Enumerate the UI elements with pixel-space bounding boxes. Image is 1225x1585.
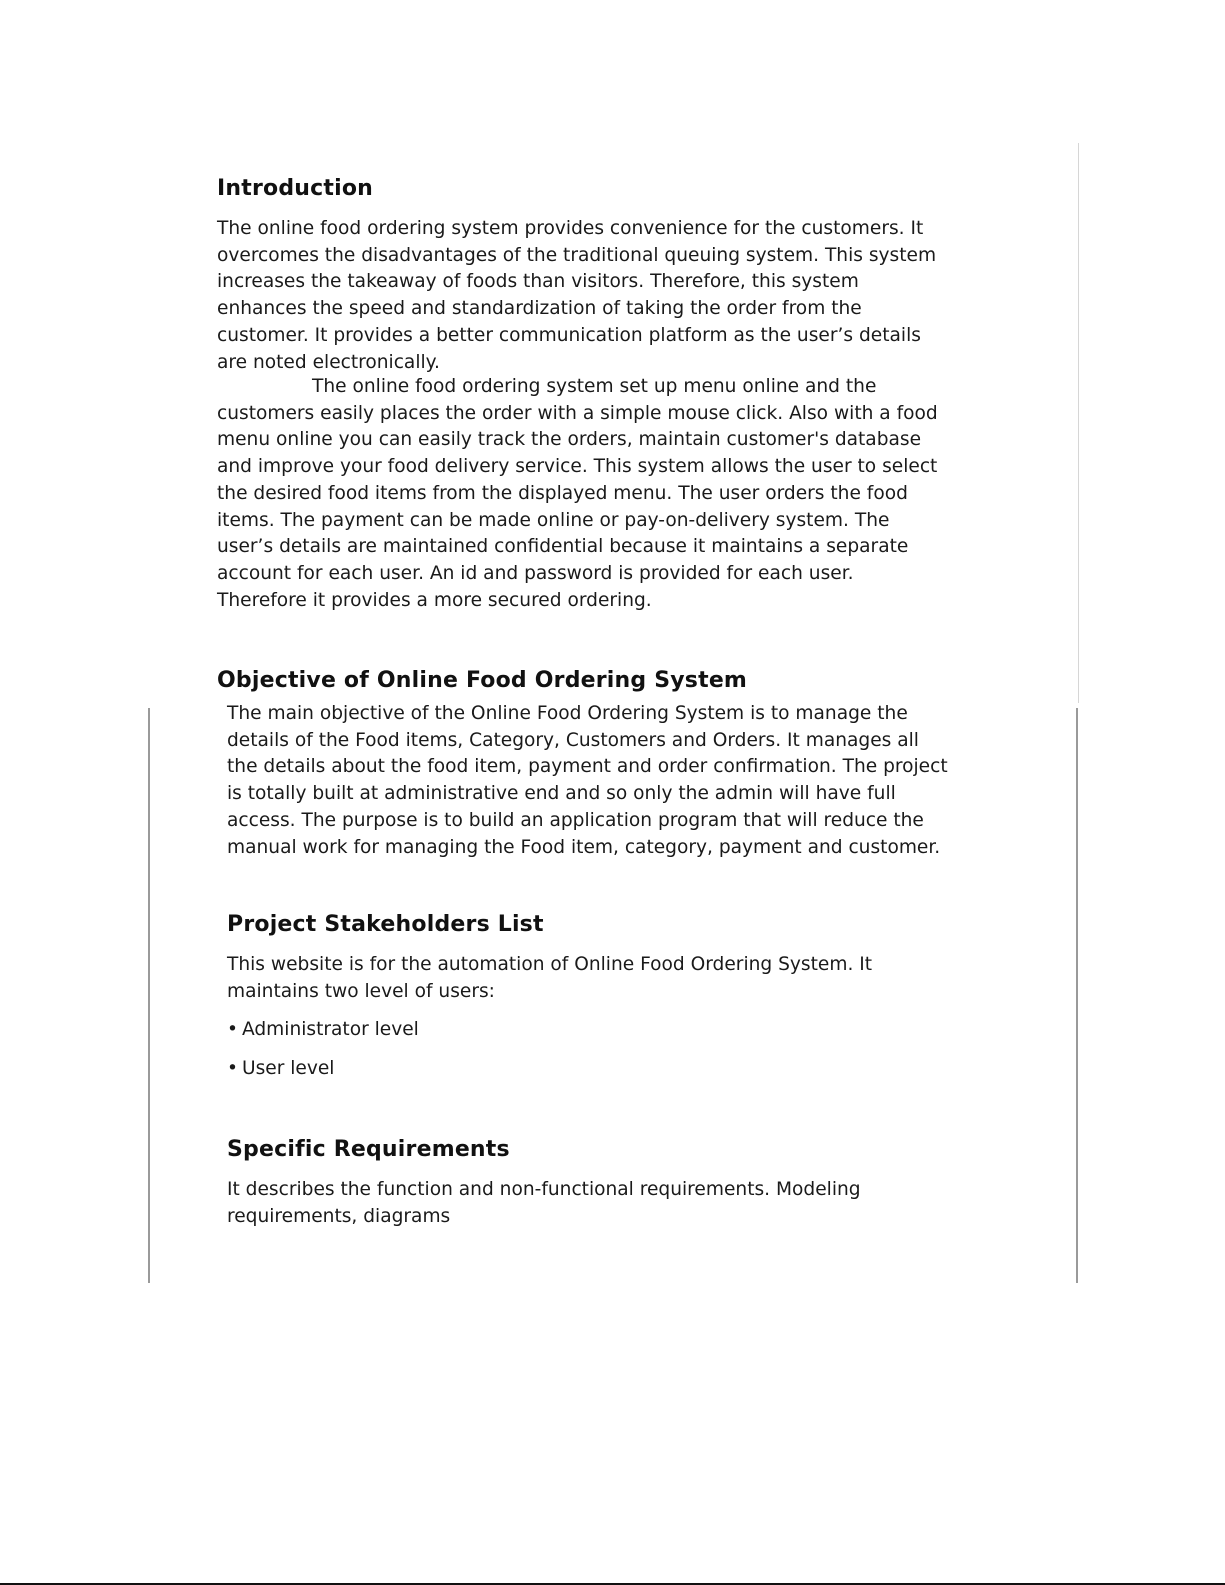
bullet-icon: • [227,1058,238,1079]
list-item [227,1058,334,1079]
requirements-paragraph: It describes the function and non-functional requirements. Modeling requirements, diagrams [227,1179,861,1227]
introduction-paragraph-1: The online food ordering system provides convenience for the customers. It overcomes the disadvantages of the traditional queuing system. This system increases the takeaway of foods than visitors. Therefore, this system enhances the speed and standardization of taking the order from the customer. It provides a better communication platform as the user’s details are noted electronically. [217,218,937,373]
list-item-label: User level [241,1058,335,1079]
introduction-heading: Introduction [217,176,374,201]
requirements-heading: Specific Requirements [227,1137,510,1162]
stakeholders-paragraph: This website is for the automation of Online Food Ordering System. It maintains two level of users: [227,954,873,1002]
bullet-icon: • [227,1019,238,1040]
list-item-label: Administrator level [241,1019,419,1040]
list-item [227,1019,419,1040]
introduction-paragraph-2: The online food ordering system set up menu online and the customers easily places the order with a simple mouse click. Also with a food menu online you can easily track the orders, maintain customer's database and improve your food delivery service. This system allows the user to select the desired food items from the displayed menu. The user orders the food items. The payment can be made online or pay-on-delivery system. The user’s details are maintained confidential because it maintains a separate account for each user. An id and password is provided for each user. Therefore it provides a more secured ordering. [217,376,938,611]
objective-heading: Objective of Online Food Ordering System [217,668,748,693]
objective-paragraph: The main objective of the Online Food Ordering System is to manage the details of the Food items, Category, Customers and Orders. It manages all the details about the food item, payment and order confirmation. The project is totally built at administrative end and so only the admin will have full access. The purpose is to build an application program that will reduce the manual work for managing the Food item, category, payment and customer. [227,703,948,858]
stakeholders-heading: Project Stakeholders List [227,912,544,937]
